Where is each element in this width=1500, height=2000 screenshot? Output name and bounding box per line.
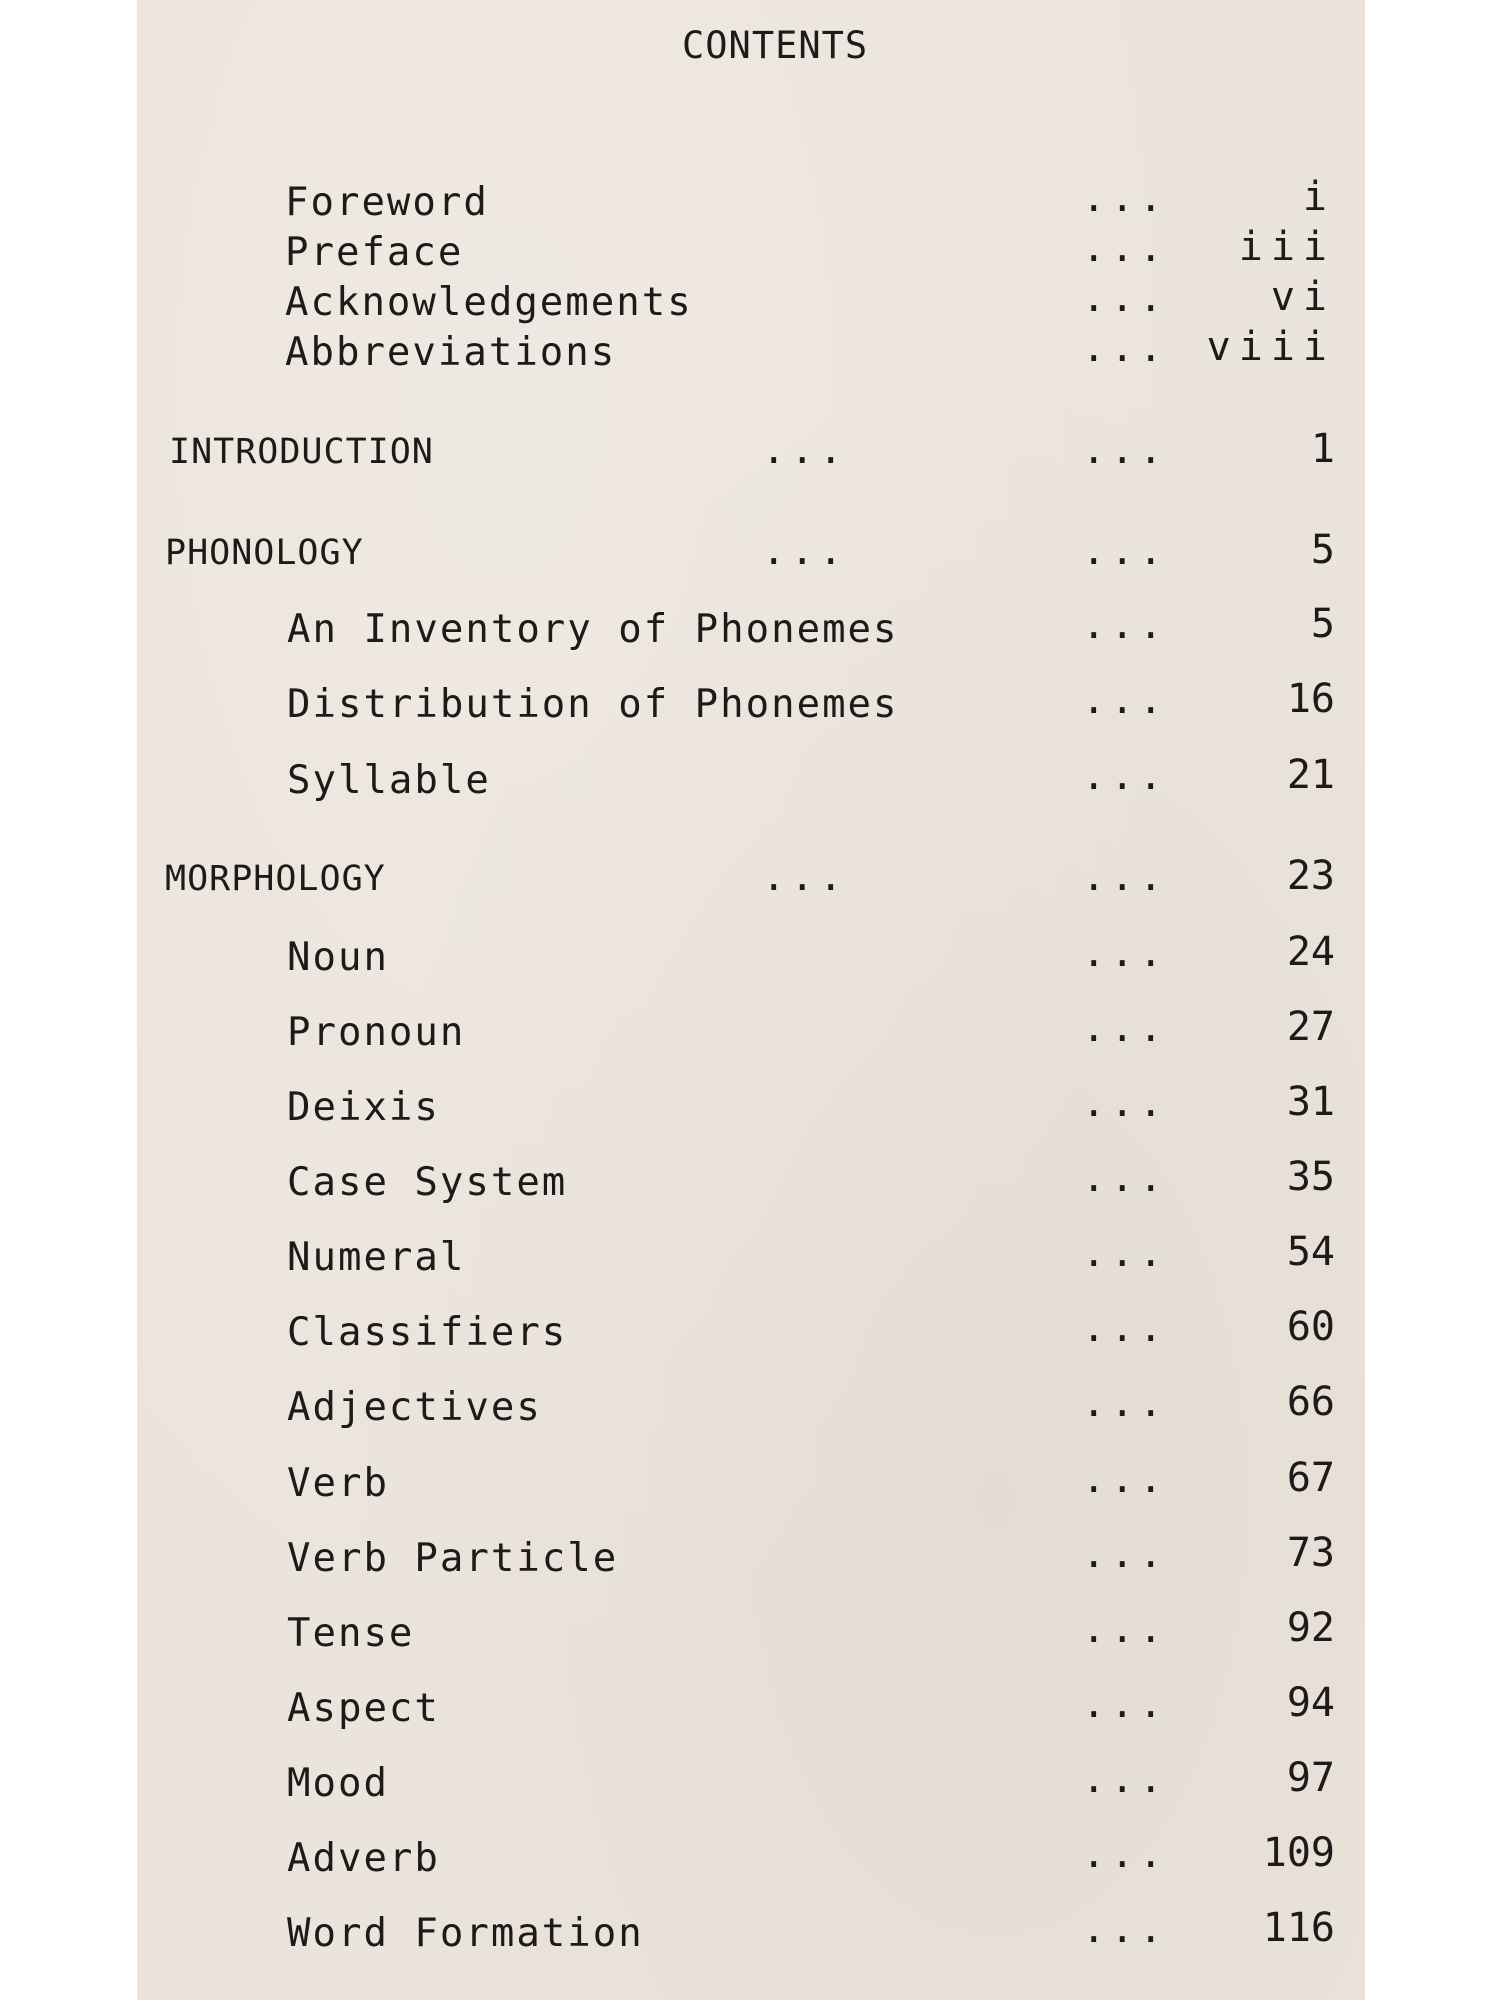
entry-label: Syllable xyxy=(287,758,491,803)
entry-page: i xyxy=(1302,174,1335,220)
entry-page: 23 xyxy=(1286,853,1335,899)
leader-dots: ... xyxy=(1082,1006,1168,1051)
entry-label: Verb xyxy=(287,1461,389,1506)
leader-dots: ... xyxy=(1082,1757,1168,1802)
entry-label: Deixis xyxy=(287,1085,440,1130)
entry-label: Verb Particle xyxy=(287,1536,619,1581)
leader-dots: ... xyxy=(1082,603,1168,648)
leader-dots: ... xyxy=(1082,1156,1168,1201)
entry-label: Foreword xyxy=(285,180,489,225)
toc-entry-adjectives xyxy=(137,1379,1365,1435)
entry-page: 21 xyxy=(1286,752,1335,798)
leader-dots: ... xyxy=(1082,1306,1168,1351)
leader-dots: ... xyxy=(1082,1607,1168,1652)
leader-dots: ... xyxy=(1082,276,1168,321)
leader-dots: ... xyxy=(1082,855,1168,900)
entry-page: 16 xyxy=(1286,676,1335,722)
toc-entry-aspect xyxy=(137,1680,1365,1736)
entry-label: Abbreviations xyxy=(285,330,617,375)
leader-dots: ... xyxy=(1082,326,1168,371)
toc-entry-numeral xyxy=(137,1229,1365,1285)
entry-page: 67 xyxy=(1286,1455,1335,1501)
toc-entry-word-formation xyxy=(137,1905,1365,1961)
entry-page: 94 xyxy=(1286,1680,1335,1726)
toc-entry-distribution-of-phonemes xyxy=(137,676,1365,732)
page-title: CONTENTS xyxy=(682,24,869,67)
entry-label: Noun xyxy=(287,935,389,980)
leader-dots: ... xyxy=(1082,931,1168,976)
leader-dots: ... xyxy=(1082,1532,1168,1577)
entry-page: 97 xyxy=(1286,1755,1335,1801)
leader-dots: ... xyxy=(1082,1381,1168,1426)
entry-page: 116 xyxy=(1262,1905,1335,1951)
toc-entry-preface xyxy=(137,224,1365,280)
leader-dots: ... xyxy=(1082,754,1168,799)
leader-dots: ... xyxy=(1082,678,1168,723)
entry-page: vi xyxy=(1270,274,1335,320)
entry-page: viii xyxy=(1206,324,1335,370)
toc-entry-deixis xyxy=(137,1079,1365,1135)
entry-page: 109 xyxy=(1262,1830,1335,1876)
entry-label: Tense xyxy=(287,1611,415,1656)
entry-page: iii xyxy=(1238,224,1335,270)
entry-label: Word Formation xyxy=(287,1911,644,1956)
entry-label: Classifiers xyxy=(287,1310,568,1355)
toc-entry-inventory-of-phonemes xyxy=(137,601,1365,657)
entry-page: 5 xyxy=(1310,601,1335,647)
entry-page: 27 xyxy=(1286,1004,1335,1050)
entry-label: Adjectives xyxy=(287,1385,542,1430)
toc-entry-abbreviations xyxy=(137,324,1365,380)
section-label: MORPHOLOGY xyxy=(165,859,386,899)
toc-entry-tense xyxy=(137,1605,1365,1661)
entry-page: 1 xyxy=(1310,426,1335,472)
entry-page: 92 xyxy=(1286,1605,1335,1651)
leader-dots: ... xyxy=(1082,1231,1168,1276)
entry-page: 5 xyxy=(1310,527,1335,573)
entry-page: 73 xyxy=(1286,1530,1335,1576)
toc-entry-pronoun xyxy=(137,1004,1365,1060)
section-label: PHONOLOGY xyxy=(165,533,364,573)
leader-dots: ... xyxy=(1082,226,1168,271)
leader-dots: ... xyxy=(1082,176,1168,221)
entry-page: 31 xyxy=(1286,1079,1335,1125)
toc-entry-syllable xyxy=(137,752,1365,808)
entry-label: Case System xyxy=(287,1160,568,1205)
toc-entry-verb-particle xyxy=(137,1530,1365,1586)
leader-dots: ... xyxy=(762,855,848,900)
leader-dots: ... xyxy=(1082,1832,1168,1877)
toc-entry-classifiers xyxy=(137,1304,1365,1360)
entry-label: Aspect xyxy=(287,1686,440,1731)
leader-dots: ... xyxy=(1082,1081,1168,1126)
contents-page xyxy=(137,0,1365,2000)
toc-entry-acknowledgements xyxy=(137,274,1365,330)
leader-dots: ... xyxy=(1082,1907,1168,1952)
entry-page: 60 xyxy=(1286,1304,1335,1350)
entry-label: An Inventory of Phonemes xyxy=(287,607,899,652)
entry-label: Adverb xyxy=(287,1836,440,1881)
toc-entry-verb xyxy=(137,1455,1365,1511)
entry-label: Acknowledgements xyxy=(285,280,693,325)
toc-entry-foreword xyxy=(137,174,1365,230)
toc-entry-adverb xyxy=(137,1830,1365,1886)
leader-dots: ... xyxy=(762,428,848,473)
toc-entry-case-system xyxy=(137,1154,1365,1210)
toc-entry-mood xyxy=(137,1755,1365,1811)
leader-dots: ... xyxy=(1082,529,1168,574)
toc-section-phonology xyxy=(137,527,1365,583)
leader-dots: ... xyxy=(762,529,848,574)
entry-label: Numeral xyxy=(287,1235,466,1280)
entry-page: 66 xyxy=(1286,1379,1335,1425)
leader-dots: ... xyxy=(1082,428,1168,473)
entry-label: Pronoun xyxy=(287,1010,466,1055)
section-label: INTRODUCTION xyxy=(169,432,434,472)
entry-label: Distribution of Phonemes xyxy=(287,682,899,727)
leader-dots: ... xyxy=(1082,1682,1168,1727)
entry-label: Preface xyxy=(285,230,464,275)
entry-label: Mood xyxy=(287,1761,389,1806)
toc-entry-noun xyxy=(137,929,1365,985)
entry-page: 24 xyxy=(1286,929,1335,975)
leader-dots: ... xyxy=(1082,1457,1168,1502)
toc-section-introduction xyxy=(137,426,1365,482)
toc-section-morphology xyxy=(137,853,1365,909)
entry-page: 54 xyxy=(1286,1229,1335,1275)
entry-page: 35 xyxy=(1286,1154,1335,1200)
